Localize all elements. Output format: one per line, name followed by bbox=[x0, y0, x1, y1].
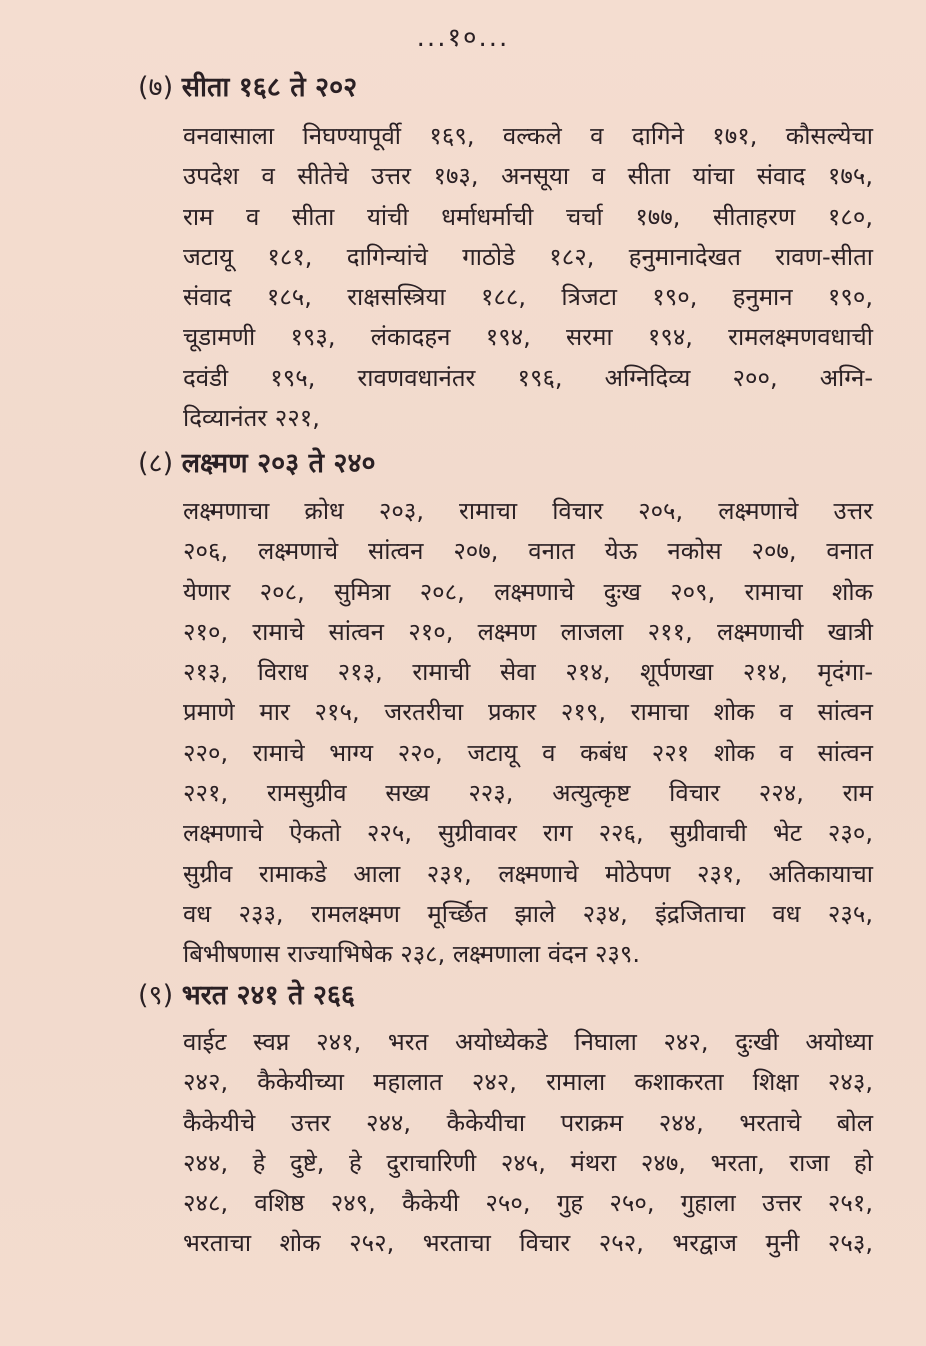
text-line: २०६, लक्ष्मणाचे सांत्वन २०७, वनात येऊ नकोस २०७, वनात bbox=[183, 537, 873, 566]
text-line: वनवासाला निघण्यापूर्वी १६९, वल्कले व दागिने १७१, कौसल्येचा bbox=[183, 122, 873, 150]
section-heading-lakshman bbox=[138, 448, 376, 480]
text-line: प्रमाणे मार २१५, जरतरीचा प्रकार २१९, रामाचा शोक व सांत्वन bbox=[183, 698, 873, 727]
text-line: दवंडी १९५, रावणवधानंतर १९६, अग्निदिव्य २००, अग्नि- bbox=[183, 363, 873, 392]
text-line: लक्ष्मणाचे ऐकतो २२५, सुग्रीवावर राग २२६, सुग्रीवाची भेट २३०, bbox=[183, 819, 873, 848]
section-title: भरत २४१ ते २६६ bbox=[181, 980, 355, 1011]
section-heading-sita bbox=[138, 72, 357, 104]
text-line: २२०, रामाचे भाग्य २२०, जटायू व कबंध २२१ शोक व सांत्वन bbox=[183, 738, 873, 767]
section-number: (८) bbox=[138, 448, 174, 479]
text-line: लक्ष्मणाचा क्रोध २०३, रामाचा विचार २०५, लक्ष्मणाचे उत्तर bbox=[183, 497, 873, 525]
text-line: कैकेयीचे उत्तर २४४, कैकेयीचा पराक्रम २४४, भरताचे बोल bbox=[183, 1108, 873, 1137]
section-number: (७) bbox=[138, 72, 174, 103]
text-line: भरताचा शोक २५२, भरताचा विचार २५२, भरद्वाज मुनी २५३, bbox=[183, 1229, 873, 1258]
section-body-lakshman bbox=[183, 491, 873, 975]
text-line: उपदेश व सीतेचे उत्तर १७३, अनसूया व सीता यांचा संवाद १७५, bbox=[183, 162, 873, 191]
text-line: राम व सीता यांची धर्माधर्माची चर्चा १७७, सीताहरण १८०, bbox=[183, 202, 873, 231]
text-line: वध २३३, रामलक्ष्मण मूर्च्छित झाले २३४, इंद्रजिताचा वध २३५, bbox=[183, 899, 873, 928]
text-line: वाईट स्वप्न २४१, भरत अयोध्येकडे निघाला २४२, दुःखी अयोध्या bbox=[183, 1028, 873, 1056]
text-line: २४२, कैकेयीच्या महालात २४२, रामाला कशाकरता शिक्षा २४३, bbox=[183, 1068, 873, 1097]
section-title: लक्ष्मण २०३ ते २४० bbox=[181, 448, 376, 479]
section-heading-bharat bbox=[138, 980, 355, 1012]
text-line: २१०, रामाचे सांत्वन २१०, लक्ष्मण लाजला २११, लक्ष्मणाची खात्री bbox=[183, 617, 873, 646]
section-body-bharat bbox=[183, 1022, 873, 1264]
section-title: सीता १६८ ते २०२ bbox=[181, 72, 358, 103]
section-number: (९) bbox=[138, 980, 174, 1011]
text-line: दिव्यानंतर २२१, bbox=[183, 404, 320, 433]
text-line: संवाद १८५, राक्षसस्त्रिया १८८, त्रिजटा १९०, हनुमान १९०, bbox=[183, 283, 873, 312]
section-body-sita bbox=[183, 116, 873, 438]
text-line: जटायू १८१, दागिन्यांचे गाठोडे १८२, हनुमानादेखत रावण-सीता bbox=[183, 242, 873, 271]
text-line: सुग्रीव रामाकडे आला २३१, लक्ष्मणाचे मोठेपण २३१, अतिकायाचा bbox=[183, 859, 873, 888]
text-line: २२१, रामसुग्रीव सख्य २२३, अत्युत्कृष्ट विचार २२४, राम bbox=[183, 779, 873, 808]
text-line: बिभीषणास राज्याभिषेक २३८, लक्ष्मणाला वंदन २३९. bbox=[183, 940, 641, 969]
text-line: २४४, हे दुष्टे, हे दुराचारिणी २४५, मंथरा २४७, भरता, राजा हो bbox=[183, 1148, 873, 1177]
page-number: ...१०... bbox=[416, 23, 510, 53]
text-line: चूडामणी १९३, लंकादहन १९४, सरमा १९४, रामलक्ष्मणवधाची bbox=[183, 323, 873, 352]
text-line: २४८, वशिष्ठ २४९, कैकेयी २५०, गुह २५०, गुहाला उत्तर २५१, bbox=[183, 1189, 873, 1218]
text-line: २१३, विराध २१३, रामाची सेवा २१४, शूर्पणखा २१४, मृदंगा- bbox=[183, 658, 873, 687]
text-line: येणार २०८, सुमित्रा २०८, लक्ष्मणाचे दुःख २०९, रामाचा शोक bbox=[183, 577, 873, 606]
